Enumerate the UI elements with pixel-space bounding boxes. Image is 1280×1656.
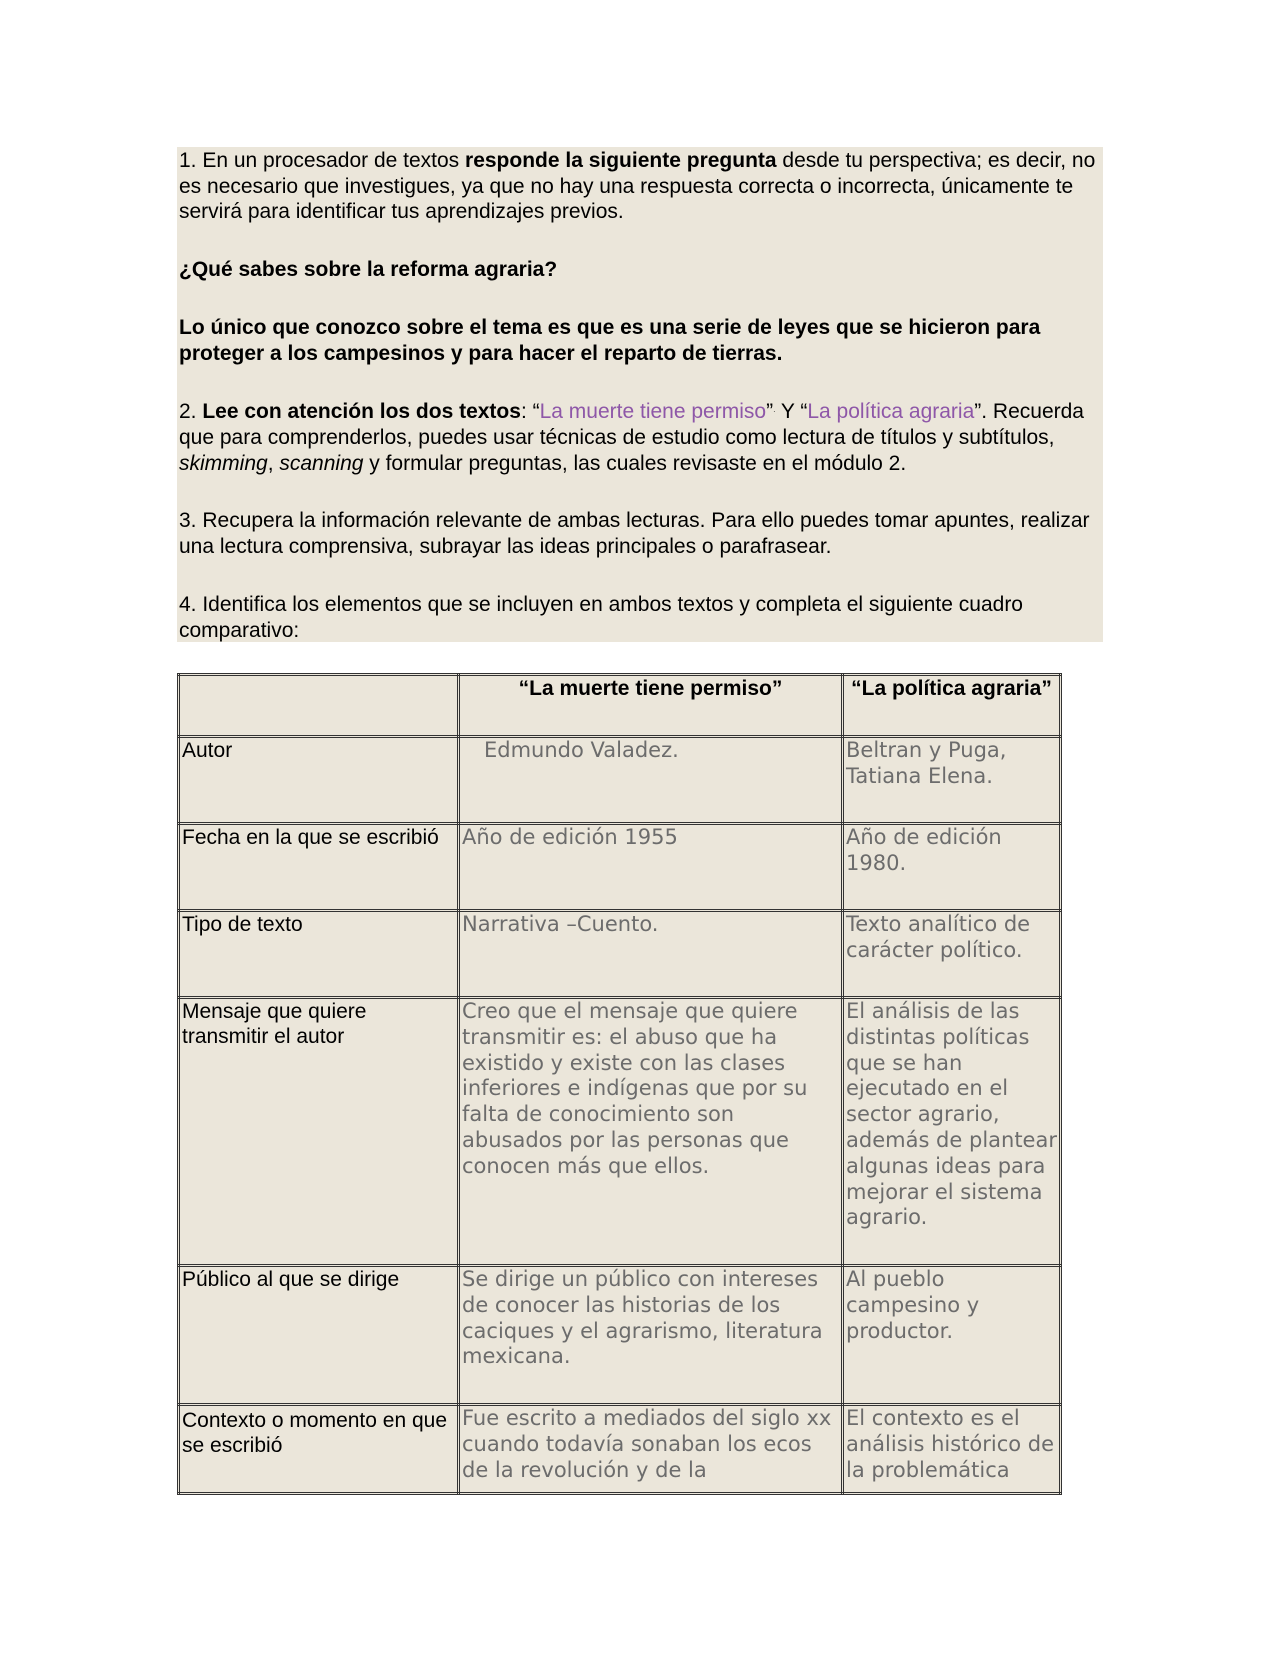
- cell-muerte: Edmundo Valadez.: [459, 737, 843, 824]
- link-la-muerte-tiene-permiso[interactable]: La muerte tiene permiso: [539, 400, 767, 423]
- table-row: [179, 998, 1061, 1266]
- cell-politica: Año de edición 1980.: [843, 824, 1061, 911]
- cell-politica: El análisis de las distintas políticas que se han ejecutado en el sector agrario, además de plantear algunas ideas para mejorar el sistema agrario.: [843, 998, 1061, 1266]
- table-header-empty: [179, 675, 459, 737]
- comparison-table: [177, 673, 1062, 1495]
- row-label: Fecha en la que se escribió: [179, 824, 459, 911]
- row-label: Mensaje que quiere transmitir el autor: [179, 998, 459, 1266]
- cell-muerte: Fue escrito a mediados del siglo xx cuando todavía sonaban los ecos de la revolución y de la: [459, 1405, 843, 1494]
- cell-muerte: Se dirige un público con intereses de conocer las historias de los caciques y el agrarismo, literatura mexicana.: [459, 1266, 843, 1405]
- row-label: Público al que se dirige: [179, 1266, 459, 1405]
- question-heading: ¿Qué sabes sobre la reforma agraria?: [179, 258, 558, 281]
- instruction-2: 2. Lee con atención los dos textos: “La muerte tiene permiso”· Y “La política agraria”. Recuerda que para comprenderlos, puedes usar técnicas de estudio como lectura de títulos y subtítulos, skimming, scanning y formular preguntas, las cuales revisaste en el módulo 2.: [179, 400, 1084, 475]
- table-header-politica: “La política agraria”: [843, 675, 1061, 737]
- instruction-1: [179, 148, 1097, 225]
- cell-politica: El contexto es el análisis histórico de la problemática: [843, 1405, 1061, 1494]
- row-label: Contexto o momento en que se escribió: [179, 1405, 459, 1494]
- cell-muerte: Narrativa –Cuento.: [459, 911, 843, 998]
- cell-politica: Texto analítico de carácter político.: [843, 911, 1061, 998]
- table-row: [179, 824, 1061, 911]
- table-row: [179, 1266, 1061, 1405]
- cell-politica: Beltran y Puga, Tatiana Elena.: [843, 737, 1061, 824]
- answer-text: Lo único que conozco sobre el tema es que es una serie de leyes que se hicieron para proteger a los campesinos y para hacer el reparto de tierras.: [179, 316, 1041, 365]
- instruction-1-bold: responde la siguiente pregunta: [465, 149, 777, 172]
- cell-muerte: Año de edición 1955: [459, 824, 843, 911]
- instruction-2-bold: Lee con atención los dos textos: [202, 400, 521, 423]
- row-label: Tipo de texto: [179, 911, 459, 998]
- instruction-1-rest: desde tu perspectiva; es decir, no es necesario que investigues, ya que no hay una respuesta correcta o incorrecta, únicamente te servirá para identificar tus aprendizajes previos.: [179, 149, 1096, 223]
- instruction-3: 3. Recupera la información relevante de ambas lecturas. Para ello puedes tomar apuntes, realizar una lectura comprensiva, subrayar las ideas principales o parafrasear.: [179, 509, 1090, 558]
- table-row: [179, 1405, 1061, 1494]
- cell-politica: Al pueblo campesino y productor.: [843, 1266, 1061, 1405]
- instruction-1-text: 1. En un procesador de textos: [179, 149, 466, 172]
- table-header-muerte: “La muerte tiene permiso”: [459, 675, 843, 737]
- cell-muerte: Creo que el mensaje que quiere transmitir es: el abuso que ha existido y existe con las clases inferiores e indígenas que por su falta de conocimiento son abusados por las personas que conocen más que ellos.: [459, 998, 843, 1266]
- instruction-4: 4. Identifica los elementos que se incluyen en ambos textos y completa el siguiente cuadro comparativo:: [179, 593, 1023, 642]
- link-la-politica-agraria[interactable]: La política agraria: [807, 400, 975, 423]
- table-header-row: [179, 675, 1061, 737]
- table-row: [179, 911, 1061, 998]
- row-label: Autor: [179, 737, 459, 824]
- table-row: [179, 737, 1061, 824]
